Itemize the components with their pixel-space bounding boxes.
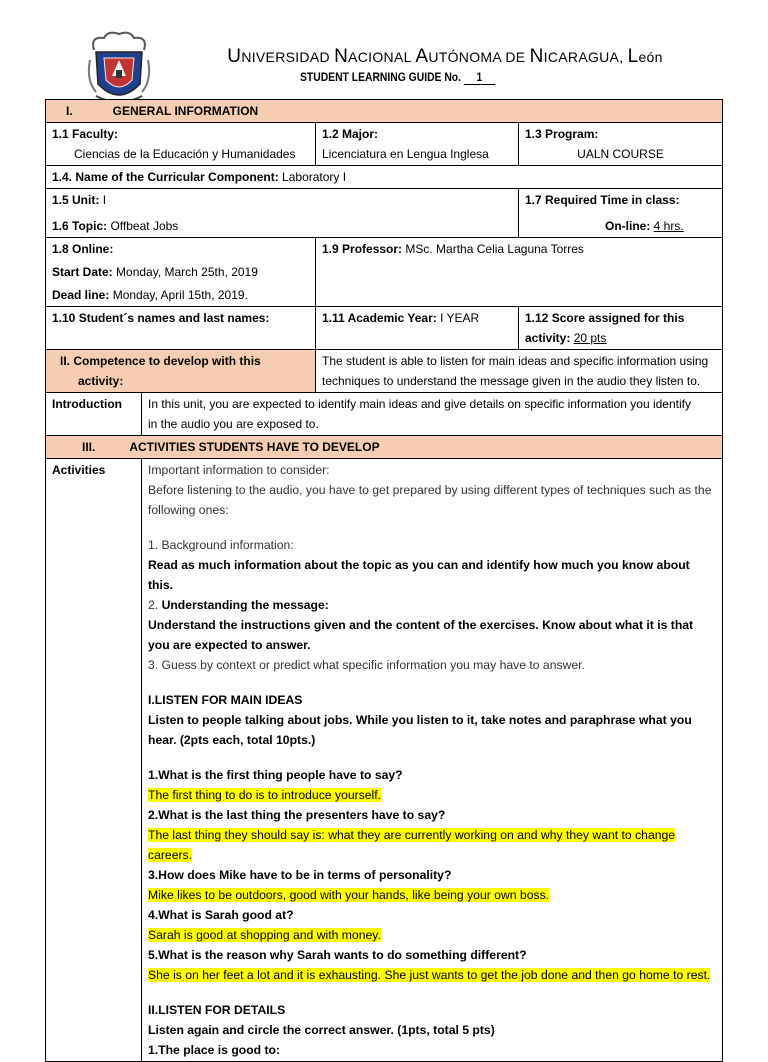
question-2: 2.What is the last thing the presenters have to say? bbox=[148, 808, 446, 822]
answer-1: The first thing to do is to introduce yourself. bbox=[148, 788, 382, 802]
intro-text: In this unit, you are expected to identify main ideas and give details on specific information you identify in the audio you are exposed to. bbox=[142, 393, 723, 436]
guide-title: STUDENT LEARNING GUIDE No. 1 bbox=[300, 72, 570, 85]
answer-3: Mike likes to be outdoors, good with your hands, like being your own boss. bbox=[148, 888, 550, 902]
general-information-table bbox=[45, 99, 723, 1062]
unit-topic-cell: 1.5 Unit: I 1.6 Topic: Offbeat Jobs bbox=[46, 189, 519, 238]
section1-header-row bbox=[46, 100, 723, 123]
faculty-cell: 1.1 Faculty: Ciencias de la Educación y Humanidades bbox=[46, 123, 316, 166]
section3-header-row bbox=[46, 436, 723, 459]
professor-cell: 1.9 Professor: MSc. Martha Celia Laguna Torres bbox=[316, 238, 723, 307]
students-cell: 1.10 Student´s names and last names: bbox=[46, 307, 316, 350]
students-row bbox=[46, 307, 723, 350]
answer-5: She is on her feet a lot and it is exhausting. She just wants to get the job done and then go home to rest. bbox=[148, 968, 711, 982]
intro-label: Introduction bbox=[46, 393, 142, 436]
answer-2: The last thing they should say is: what they are currently working on and why they want to change careers. bbox=[148, 828, 676, 862]
question-5: 5.What is the reason why Sarah wants to do something different? bbox=[148, 948, 527, 962]
required-time-cell: 1.7 Required Time in class: On-line: 4 hrs. bbox=[519, 189, 723, 238]
part2-title: II.LISTEN FOR DETAILS bbox=[148, 1003, 286, 1017]
section3-header: III. ACTIVITIES STUDENTS HAVE TO DEVELOP bbox=[46, 436, 723, 459]
online-hours: 4 hrs. bbox=[653, 219, 684, 233]
university-seal-logo bbox=[86, 30, 152, 110]
question-4: 4.What is Sarah good at? bbox=[148, 908, 294, 922]
competence-header: II. Competence to develop with this activity: bbox=[46, 350, 316, 393]
faculty-row bbox=[46, 123, 723, 166]
question-1: 1.What is the first thing people have to say? bbox=[148, 768, 403, 782]
section1-header: I. GENERAL INFORMATION bbox=[46, 100, 723, 123]
competence-text: The student is able to listen for main ideas and specific information using techniques to understand the message given in the audio they listen to. bbox=[316, 350, 723, 393]
answer-4: Sarah is good at shopping and with money. bbox=[148, 928, 381, 942]
activities-label: Activities bbox=[46, 459, 142, 1062]
guide-number: 1 bbox=[464, 72, 495, 85]
online-professor-row bbox=[46, 238, 723, 307]
part1-title: I.LISTEN FOR MAIN IDEAS bbox=[148, 693, 303, 707]
unit-topic-row bbox=[46, 189, 723, 238]
score-cell: 1.12 Score assigned for this activity: 20 pts bbox=[519, 307, 723, 350]
university-name: UNIVERSIDAD NACIONAL AUTÓNOMA DE NICARAGUA, León bbox=[227, 46, 663, 67]
program-cell: 1.3 Program: UALN COURSE bbox=[519, 123, 723, 166]
competence-row bbox=[46, 350, 723, 393]
component-row bbox=[46, 166, 723, 189]
score-value: 20 pts bbox=[573, 331, 607, 345]
component-cell: 1.4. Name of the Curricular Component: Laboratory I bbox=[46, 166, 723, 189]
activities-row bbox=[46, 459, 723, 1062]
major-cell: 1.2 Major: Licenciatura en Lengua Inglesa bbox=[316, 123, 519, 166]
academic-year-cell: 1.11 Academic Year: I YEAR bbox=[316, 307, 519, 350]
online-dates-cell: 1.8 Online: Start Date: Monday, March 25th, 2019 Dead line: Monday, April 15th, 2019. bbox=[46, 238, 316, 307]
activities-content: Important information to consider: Before listening to the audio, you have to get prepared by using different types of techniques such as the following ones: 1. Background information: Read as much information about the topic as you can and identify how much you know about this. 2. Understanding the message: Understand the instructions given and the content of the exercises. Know about what it is that you are expected to answer. 3. Guess by context or predict what specific information you may have to answer. I.LISTEN FOR MAIN IDEAS Listen to people talking about jobs. While you listen to it, take notes and paraphrase what you hear. (2pts each, total 10pts.) 1.What is the first thing people have to say? The first thing to do is to introduce yourself. 2.What is the last thing the presenters have to say? The last thing they should say is: what they are currently working on and why they want to change careers. 3.How does Mike have to be in terms of personality? Mike likes to be outdoors, good with your hands, like being your own boss. 4.What is Sarah good at? Sarah is good at shopping and with money. 5.What is the reason why Sarah wants to do something different? She is on her feet a lot and it is exhausting. She just wants to get the job done and then go home to rest. II.LISTEN FOR DETAILS Listen again and circle the correct answer. (1pts, total 5 pts) 1.The place is good to: bbox=[142, 459, 723, 1062]
part2-question-1: 1.The place is good to: bbox=[148, 1043, 281, 1057]
question-3: 3.How does Mike have to be in terms of personality? bbox=[148, 868, 452, 882]
intro-row bbox=[46, 393, 723, 436]
